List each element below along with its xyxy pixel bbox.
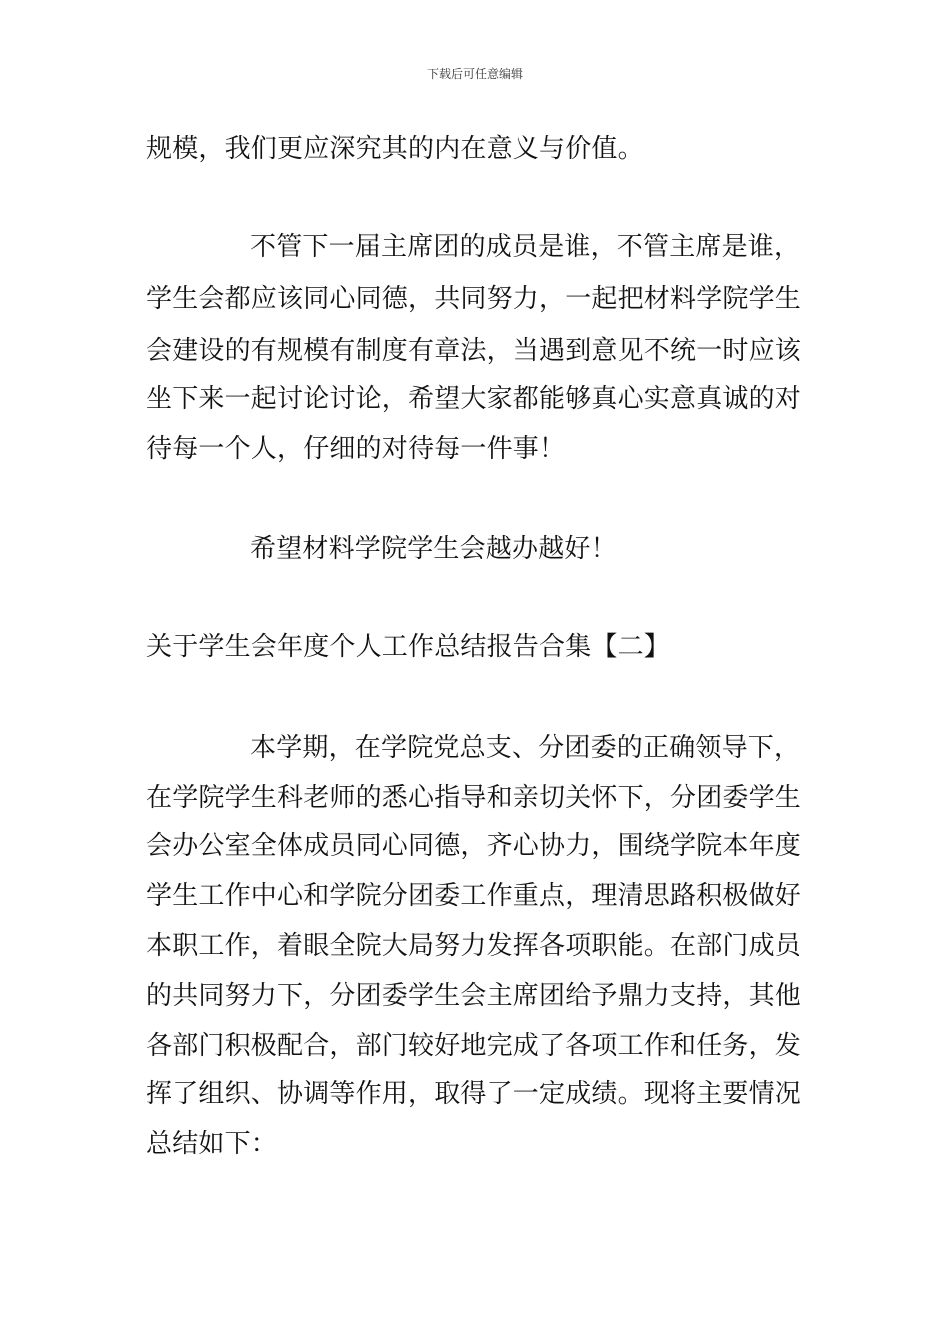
paragraph-line: 在学院学生科老师的悉心指导和亲切关怀下，分团委学生 (146, 783, 802, 813)
paragraph-line: 希望材料学院学生会越办越好！ (250, 534, 617, 564)
paragraph-line: 挥了组织、协调等作用，取得了一定成绩。现将主要情况 (146, 1079, 802, 1109)
paragraph-line: 坐下来一起讨论讨论，希望大家都能够真心实意真诚的对 (146, 384, 802, 414)
paragraph-line: 不管下一届主席团的成员是谁，不管主席是谁， (250, 232, 801, 262)
paragraph-line: 本学期，在学院党总支、分团委的正确领导下， (250, 733, 801, 763)
paragraph-line: 本职工作，着眼全院大局努力发挥各项职能。在部门成员 (146, 931, 802, 961)
paragraph-line: 总结如下： (146, 1129, 278, 1159)
section-heading: 关于学生会年度个人工作总结报告合集【二】 (146, 632, 671, 662)
paragraph-line: 学生工作中心和学院分团委工作重点，理清思路积极做好 (146, 881, 802, 911)
paragraph-line: 学生会都应该同心同德，共同努力，一起把材料学院学生 (146, 284, 802, 314)
paragraph-line: 会建设的有规模有制度有章法，当遇到意见不统一时应该 (146, 336, 802, 366)
paragraph-line: 规模，我们更应深究其的内在意义与价值。 (146, 134, 644, 164)
paragraph-line: 的共同努力下，分团委学生会主席团给予鼎力支持，其他 (146, 981, 802, 1011)
paragraph-line: 待每一个人，仔细的对待每一件事！ (146, 434, 566, 464)
paragraph-line: 会办公室全体成员同心同德，齐心协力，围绕学院本年度 (146, 831, 802, 861)
paragraph-line: 各部门积极配合，部门较好地完成了各项工作和任务，发 (146, 1031, 802, 1061)
page-header-note: 下载后可任意编辑 (426, 67, 523, 81)
